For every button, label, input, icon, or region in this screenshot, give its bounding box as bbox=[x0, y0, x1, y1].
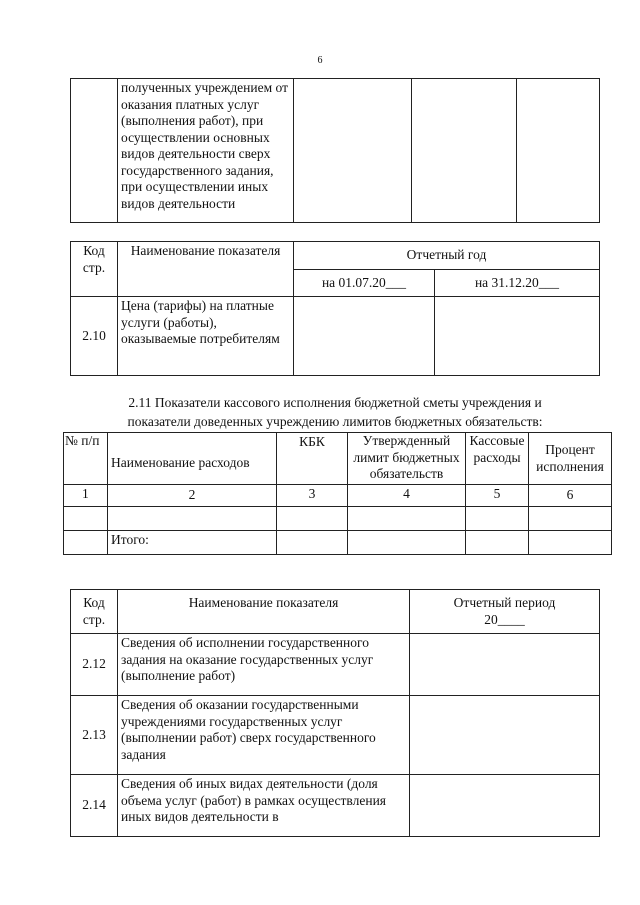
value-cell bbox=[294, 297, 435, 376]
table-row bbox=[71, 634, 600, 696]
header-date-1: на 01.07.20___ bbox=[294, 270, 435, 297]
header-limit: Утвержденный лимит бюджетных обязательств bbox=[348, 433, 466, 485]
column-number: 4 bbox=[348, 485, 466, 507]
table-cell bbox=[517, 79, 600, 223]
table-cell bbox=[108, 507, 277, 531]
total-label: Итого: bbox=[108, 531, 277, 555]
caption-line-1: 2.11 Показатели кассового исполнения бюджетной сметы учреждения и bbox=[128, 395, 542, 410]
row-code: 2.12 bbox=[71, 634, 118, 696]
table-cell bbox=[348, 507, 466, 531]
column-number: 1 bbox=[64, 485, 108, 507]
table-cell bbox=[348, 531, 466, 555]
continuation-table bbox=[70, 78, 600, 223]
row-code: 2.10 bbox=[71, 297, 118, 376]
value-cell bbox=[435, 297, 600, 376]
header-date-2: на 31.12.20___ bbox=[435, 270, 600, 297]
table-cell bbox=[412, 79, 517, 223]
price-table bbox=[70, 241, 600, 376]
row-name: Сведения об исполнении государственного задания на оказание государственных услуг (выполнение работ) bbox=[118, 634, 410, 696]
header-name: Наименование показателя bbox=[118, 242, 294, 297]
table-cell bbox=[71, 79, 118, 223]
table-row bbox=[71, 696, 600, 775]
section-caption bbox=[70, 393, 600, 431]
row-code: 2.13 bbox=[71, 696, 118, 775]
header-code: Код стр. bbox=[71, 242, 118, 297]
header-name: Наименование показателя bbox=[118, 590, 410, 634]
caption-line-2: показатели доведенных учреждению лимитов бюджетных обязательств: bbox=[127, 414, 543, 429]
value-cell bbox=[410, 696, 600, 775]
column-number: 6 bbox=[529, 485, 612, 507]
table-cell bbox=[64, 531, 108, 555]
period-label: Отчетный период bbox=[453, 595, 556, 610]
header-expense-name: Наименование расходов bbox=[108, 433, 277, 485]
page-number: 6 bbox=[317, 55, 323, 66]
continuation-text: полученных учреждением от оказания платных услуг (выполнения работ), при осуществлении основных видов деятельности сверх государственного задания, при осуществлении иных видов деятельности bbox=[118, 79, 294, 223]
table-row bbox=[71, 775, 600, 837]
header-year: Отчетный год bbox=[294, 242, 600, 270]
period-year: 20____ bbox=[484, 611, 525, 627]
header-cash: Кассовые расходы bbox=[466, 433, 529, 485]
column-number: 5 bbox=[466, 485, 529, 507]
row-name: Цена (тарифы) на платные услуги (работы), оказываемые потребителям bbox=[118, 297, 294, 376]
table-cell bbox=[466, 507, 529, 531]
indicators-table bbox=[70, 589, 600, 837]
table-cell bbox=[294, 79, 412, 223]
header-kbk: КБК bbox=[277, 433, 348, 485]
column-number-row bbox=[64, 485, 612, 507]
table-header-row bbox=[71, 590, 600, 634]
column-number: 3 bbox=[277, 485, 348, 507]
header-percent: Процент исполнения bbox=[529, 433, 612, 485]
table-row bbox=[64, 507, 612, 531]
table-cell bbox=[277, 507, 348, 531]
row-code: 2.14 bbox=[71, 775, 118, 837]
header-period bbox=[410, 590, 600, 634]
table-cell bbox=[466, 531, 529, 555]
table-row bbox=[71, 79, 600, 223]
table-cell bbox=[277, 531, 348, 555]
table-cell bbox=[529, 507, 612, 531]
table-row bbox=[71, 297, 600, 376]
table-cell bbox=[529, 531, 612, 555]
expenses-table bbox=[63, 432, 612, 555]
value-cell bbox=[410, 775, 600, 837]
table-header-row bbox=[64, 433, 612, 485]
table-header-row bbox=[71, 242, 600, 270]
total-row bbox=[64, 531, 612, 555]
row-name: Сведения об иных видах деятельности (доля объема услуг (работ) в рамках осуществления иных видов деятельности в bbox=[118, 775, 410, 837]
header-no: № п/п bbox=[64, 433, 108, 485]
table-cell bbox=[64, 507, 108, 531]
column-number: 2 bbox=[108, 485, 277, 507]
row-name: Сведения об оказании государственными учреждениями государственных услуг (выполнении работ) сверх государственного задания bbox=[118, 696, 410, 775]
header-code: Код стр. bbox=[71, 590, 118, 634]
value-cell bbox=[410, 634, 600, 696]
